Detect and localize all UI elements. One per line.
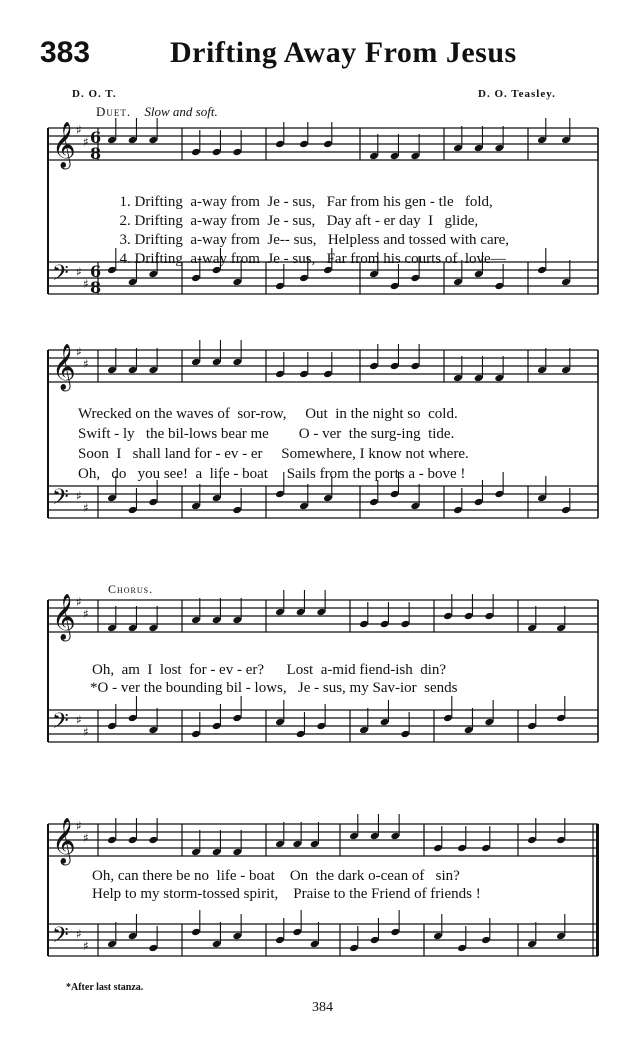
treble-clef-icon: 𝄞 (52, 818, 76, 864)
sharp-icon: ♯ (83, 607, 89, 621)
sharp-icon: ♯ (76, 927, 82, 941)
sharp-icon: ♯ (83, 357, 89, 371)
lyric-s3-l1: Oh, am I lost for - ev - er? Lost a-mid fiend-ish din? (92, 662, 447, 678)
lyric-s4-l1: Oh, can there be no life - boat On the dark o-cean of sin? (92, 868, 460, 884)
lyric-s1-l2: 2. Drifting a-way from Je - sus, Day aft - er day I glide, (119, 213, 479, 229)
lyric-s2-l3: Soon I shall land for - ev - er Somewhere, I know not where. (78, 446, 469, 462)
sharp-icon: ♯ (83, 501, 89, 515)
footnote: *After last stanza. (66, 982, 144, 993)
time-sig-bottom: 8 (90, 144, 102, 163)
chorus-label: Chorus. (108, 582, 154, 596)
treble-clef-icon: 𝄞 (52, 594, 76, 640)
sharp-icon: ♯ (83, 725, 89, 739)
sharp-icon: ♯ (83, 831, 89, 845)
music-credit: D. O. Teasley. (478, 88, 556, 100)
page-number: 384 (312, 1000, 333, 1015)
lyric-s1-l3: 3. Drifting a-way from Je-- sus, Helpless and tossed with care, (119, 232, 510, 248)
treble-staff (48, 122, 598, 170)
lyric-s2-l2: Swift - ly the bil-lows bear me O - ver the surg-ing tide. (78, 426, 455, 442)
hymn-title: Drifting Away From Jesus (170, 36, 517, 69)
lyric-s4-l2: Help to my storm-tossed spirit, Praise to the Friend of friends ! (92, 886, 481, 902)
lyric-s2-l1: Wrecked on the waves of sor-row, Out in the night so cold. (78, 406, 458, 422)
lyric-s1-l1: 1. Drifting a-way from Je - sus, Far from his gen - tle fold, (119, 194, 493, 210)
treble-clef-icon: 𝄞 (52, 122, 76, 168)
sharp-icon: ♯ (83, 135, 89, 149)
time-sig-top: 6 (90, 262, 102, 281)
tempo-label: Slow and soft. (144, 104, 218, 119)
lyric-s1-l4: 4. Drifting a-way from Je - sus, Far from his courts of love— (119, 251, 506, 267)
bass-staff (48, 485, 598, 518)
sharp-icon: ♯ (76, 713, 82, 727)
time-sig-bottom: 8 (90, 278, 102, 297)
sharp-icon: ♯ (83, 277, 89, 291)
bass-clef-icon: 𝄢 (52, 485, 69, 515)
sharp-icon: ♯ (76, 123, 82, 137)
lyric-s2-l4: Oh, do you see! a life - boat Sails from the ports a - bove ! (78, 466, 466, 482)
time-sig-top: 6 (90, 128, 102, 147)
system-4 (48, 814, 599, 956)
treble-staff (48, 594, 598, 642)
hymn-number: 383 (40, 36, 91, 69)
sharp-icon: ♯ (76, 345, 82, 359)
sharp-icon: ♯ (76, 265, 82, 279)
bass-clef-icon: 𝄢 (52, 709, 69, 739)
lyric-s3-l2: *O - ver the bounding bil - lows, Je - sus, my Sav-ior sends (90, 680, 458, 696)
bass-clef-icon: 𝄢 (52, 923, 69, 953)
performance-label: Duet. (96, 104, 132, 119)
sharp-icon: ♯ (83, 939, 89, 953)
sharp-icon: ♯ (76, 595, 82, 609)
bass-staff (48, 923, 598, 956)
sharp-icon: ♯ (76, 489, 82, 503)
bass-clef-icon: 𝄢 (52, 261, 69, 291)
treble-clef-icon: 𝄞 (52, 344, 76, 390)
words-credit: D. O. T. (72, 88, 117, 100)
sharp-icon: ♯ (76, 819, 82, 833)
